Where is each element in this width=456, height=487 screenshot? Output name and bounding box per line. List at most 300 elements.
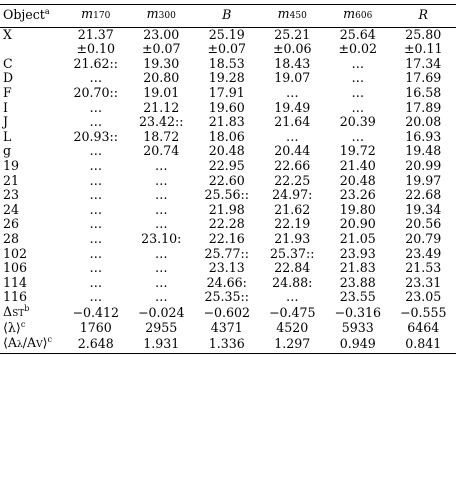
column-header [325,5,391,28]
cell-text: 23.00 [143,26,180,42]
table-cell [194,115,260,130]
cell-text: −0.475 [268,304,316,320]
cell-text: 23.26 [339,187,376,203]
column-header [129,5,195,28]
table-cell [194,188,260,203]
table-cell [260,144,326,159]
table-cell [260,305,326,322]
table-cell [391,27,456,42]
cell-text: 21.83 [339,260,376,276]
table-cell [63,336,129,353]
row-label-cell [0,276,63,291]
cell-text: … [351,99,365,115]
table-cell [260,336,326,353]
cell-text: 1.336 [208,336,245,352]
table-cell [63,71,129,86]
cell-text: 25.80 [405,26,442,42]
table-row [0,42,456,57]
table-cell [129,261,195,276]
cell-text: 19.07 [274,70,311,86]
cell-text: 22.28 [208,216,245,232]
table-cell [194,232,260,247]
cell-text: … [351,55,365,71]
cell-text: … [154,260,168,276]
cell-text: −0.412 [72,304,120,320]
cell-text: 106 [3,260,28,276]
row-label-cell [0,101,63,116]
table-cell [194,101,260,116]
cell-text: 19.48 [405,143,442,159]
table-cell [260,86,326,101]
table-cell [63,321,129,336]
table-cell [325,42,391,57]
table-cell [129,217,195,232]
cell-text: … [89,260,103,276]
row-label-cell [0,130,63,145]
table-cell [63,86,129,101]
cell-subscript: λ [17,340,23,351]
table-cell [325,130,391,145]
cell-text: … [285,289,299,305]
table-cell [63,261,129,276]
table-cell [325,71,391,86]
cell-text: 19.01 [143,84,180,100]
cell-text: 22.16 [208,230,245,246]
table-row [0,130,456,145]
table-cell [391,188,456,203]
table-body [0,27,456,353]
table-cell [325,305,391,322]
table-row [0,144,456,159]
table-cell [260,115,326,130]
table-cell [63,232,129,247]
table-row [0,174,456,189]
cell-text: −0.555 [399,304,447,320]
cell-text: 23.93 [339,245,376,261]
table-cell [194,276,260,291]
table-cell [391,276,456,291]
table-cell [260,159,326,174]
table-row [0,57,456,72]
table-row [0,261,456,276]
table-cell [391,217,456,232]
cell-text: … [89,230,103,246]
table-cell [194,159,260,174]
cell-text: 2.648 [77,336,114,352]
cell-text: Δ [3,303,13,319]
table-cell [260,203,326,218]
table-cell [129,321,195,336]
cell-text: 19.30 [143,55,180,71]
row-label-cell [0,247,63,262]
column-header-subscript: 300 [158,11,176,21]
table-cell [260,232,326,247]
table-row [0,321,456,336]
cell-text: 19.80 [339,201,376,217]
cell-text: 24.88: [272,274,313,290]
table-cell [63,247,129,262]
table-cell [194,71,260,86]
table-cell [325,232,391,247]
table-cell [63,276,129,291]
table-cell [194,86,260,101]
table-row [0,276,456,291]
cell-text: 23.31 [405,274,442,290]
cell-text: … [351,84,365,100]
cell-text: 21.64 [274,114,311,130]
cell-text: 116 [3,289,28,305]
cell-text: 5933 [341,320,374,336]
table-cell [194,42,260,57]
row-label-cell [0,217,63,232]
cell-text: 26 [3,216,20,232]
table-cell [325,336,391,353]
row-label-cell [0,188,63,203]
cell-text: … [154,274,168,290]
cell-text: 25.56:: [204,187,250,203]
cell-text: C [3,55,13,71]
cell-text: 22.60 [208,172,245,188]
cell-text: 22.25 [274,172,311,188]
cell-text: … [154,157,168,173]
cell-text: 21.98 [208,201,245,217]
table-cell [129,159,195,174]
cell-text: 17.69 [405,70,442,86]
table-cell [129,174,195,189]
cell-text: 17.89 [405,99,442,115]
cell-text: … [89,187,103,203]
table-cell [129,101,195,116]
table-cell [325,290,391,305]
table-row [0,188,456,203]
cell-text: … [154,201,168,217]
table-row [0,27,456,42]
cell-text: ±0.11 [403,41,443,57]
column-header [194,5,260,28]
table-cell [325,57,391,72]
cell-text: 19.97 [405,172,442,188]
cell-text: ±0.07 [207,41,247,57]
table-cell [260,290,326,305]
cell-text: 20.93:: [73,128,119,144]
table-row [0,290,456,305]
cell-text: 23 [3,187,20,203]
cell-text: … [154,216,168,232]
table-cell [260,247,326,262]
cell-text: 25.77:: [204,245,250,261]
table-row [0,71,456,86]
table-cell [325,217,391,232]
cell-text: 19.60 [208,99,245,115]
cell-text: 20.90 [339,216,376,232]
table-cell [129,305,195,322]
table-cell [391,247,456,262]
column-header-label: m [277,6,290,21]
cell-text: 18.43 [274,55,311,71]
cell-text: … [89,201,103,217]
table-cell [194,57,260,72]
table-cell [391,290,456,305]
cell-text: 22.84 [274,260,311,276]
cell-text: 23.88 [339,274,376,290]
table-cell [129,115,195,130]
table-cell [325,174,391,189]
table-row [0,336,456,353]
cell-text: 20.39 [339,114,376,130]
column-header [63,5,129,28]
cell-text: g [3,143,12,159]
table-cell [260,261,326,276]
table-cell [325,159,391,174]
row-label-cell [0,232,63,247]
row-label-cell [0,290,63,305]
table-cell [260,188,326,203]
cell-superscript: b [24,303,30,313]
cell-text: 23.10: [141,230,182,246]
cell-text: 22.68 [405,187,442,203]
cell-text: 6464 [407,320,440,336]
cell-text: 21.37 [77,26,114,42]
table-cell [325,144,391,159]
cell-text: 20.48 [339,172,376,188]
cell-text: 19.49 [274,99,311,115]
cell-text: 20.44 [274,143,311,159]
table-cell [391,86,456,101]
table-row [0,115,456,130]
table-cell [63,115,129,130]
table-cell [63,144,129,159]
cell-text: 21.53 [405,260,442,276]
cell-text: ⟨λ⟩ [3,320,21,336]
cell-text: … [89,114,103,130]
cell-text: ±0.07 [141,41,181,57]
cell-text: … [89,289,103,305]
table-cell [325,188,391,203]
cell-text: 2955 [145,320,178,336]
table-cell [63,305,129,322]
table-cell [194,336,260,353]
cell-text: … [154,172,168,188]
cell-text: 23.49 [405,245,442,261]
table-cell [129,336,195,353]
table-cell [391,130,456,145]
table-cell [194,321,260,336]
cell-text: I [3,99,8,115]
row-label-cell [0,321,63,336]
cell-text: … [89,70,103,86]
column-header-label: Object [3,7,45,22]
table-cell [194,203,260,218]
cell-text: 21.62:: [73,55,119,71]
table-row [0,101,456,116]
cell-subscript: ST [12,308,25,319]
cell-text: 21.12 [143,99,180,115]
table-cell [129,276,195,291]
cell-text: 20.70:: [73,84,119,100]
cell-text: 22.66 [274,157,311,173]
table-cell [325,203,391,218]
cell-text: 19.72 [339,143,376,159]
table-cell [129,42,195,57]
cell-text: … [285,128,299,144]
table-cell [325,86,391,101]
table-cell [325,321,391,336]
cell-text: 23.13 [208,260,245,276]
table-cell [391,261,456,276]
cell-text-2: /A [22,335,37,351]
table-cell [194,217,260,232]
table-row [0,232,456,247]
table-cell [260,101,326,116]
table-cell [129,57,195,72]
table-cell [260,276,326,291]
table-cell [391,144,456,159]
table-cell [63,290,129,305]
cell-text: 23.55 [339,289,376,305]
cell-text: … [351,70,365,86]
table-cell [391,336,456,353]
cell-text: 23.05 [405,289,442,305]
table-cell [260,27,326,42]
table-row [0,217,456,232]
table-cell [391,115,456,130]
cell-text: X [3,26,12,42]
row-label-cell [0,115,63,130]
table-cell [129,232,195,247]
cell-superscript: c [47,334,52,344]
cell-text: 1760 [79,320,112,336]
cell-text: … [89,245,103,261]
cell-text: 24.66: [206,274,247,290]
cell-text: −0.602 [203,304,251,320]
table-cell [63,130,129,145]
cell-text: … [154,187,168,203]
cell-text: 21.93 [274,230,311,246]
table-cell [391,174,456,189]
table-header-row [0,5,456,28]
column-header-subscript: 170 [93,11,111,21]
table-cell [63,101,129,116]
cell-text: … [351,128,365,144]
cell-text: 20.08 [405,114,442,130]
cell-text: 16.58 [405,84,442,100]
table-row [0,203,456,218]
column-header-superscript: a [44,6,50,16]
table-cell [260,321,326,336]
table-cell [391,101,456,116]
cell-text: 20.79 [405,230,442,246]
cell-text: 1.297 [274,336,311,352]
cell-text: 20.74 [143,143,180,159]
column-header-label: m [343,6,356,21]
table-cell [129,188,195,203]
table-cell [194,290,260,305]
cell-text: 20.80 [143,70,180,86]
photometry-table [0,4,456,354]
cell-text: 21 [3,172,20,188]
cell-text: … [89,99,103,115]
column-header-label: B [222,7,232,22]
table-cell [391,321,456,336]
row-label-cell [0,71,63,86]
cell-text: 102 [3,245,28,261]
cell-text: 25.21 [274,26,311,42]
column-header-label: R [418,7,428,22]
cell-subscript-2: V [36,340,43,351]
table-cell [129,144,195,159]
cell-text: 18.53 [208,55,245,71]
table-cell [63,188,129,203]
table-cell [129,27,195,42]
cell-text: 4520 [276,320,309,336]
table-cell [391,57,456,72]
column-header-label: m [81,6,94,21]
row-label-cell [0,203,63,218]
table-cell [325,276,391,291]
table-cell [129,130,195,145]
cell-text-3: ⟩ [42,335,48,351]
cell-text: 22.19 [274,216,311,232]
row-label-cell [0,57,63,72]
cell-text: 25.37:: [269,245,315,261]
cell-text: 23.42:: [138,114,184,130]
cell-text: 21.62 [274,201,311,217]
table-cell [194,247,260,262]
cell-text: 17.91 [208,84,245,100]
table-cell [63,174,129,189]
cell-text: 20.48 [208,143,245,159]
cell-text: ⟨A [3,335,18,351]
cell-text: 22.95 [208,157,245,173]
table-cell [194,305,260,322]
cell-superscript: c [20,320,26,330]
table-cell [194,27,260,42]
table-row [0,305,456,322]
cell-text: −0.024 [137,304,185,320]
table-cell [63,203,129,218]
column-header [391,5,456,28]
cell-text: 18.72 [143,128,180,144]
cell-text: J [3,114,9,130]
cell-text: 19.34 [405,201,442,217]
column-header [0,5,63,28]
table-cell [194,261,260,276]
row-label-cell [0,174,63,189]
cell-text: ±0.02 [338,41,378,57]
cell-text: 16.93 [405,128,442,144]
cell-text: 25.35:: [204,289,250,305]
cell-text: 17.34 [405,55,442,71]
table-cell [260,42,326,57]
table-cell [260,130,326,145]
table-cell [63,57,129,72]
cell-text: 20.56 [405,216,442,232]
table-cell [325,247,391,262]
column-header-label: m [146,6,159,21]
table-cell [129,71,195,86]
cell-text: 25.19 [208,26,245,42]
table-cell [391,71,456,86]
cell-text: 114 [3,274,28,290]
row-label-cell [0,336,63,353]
cell-text: … [285,84,299,100]
table-cell [129,290,195,305]
table-cell [63,27,129,42]
table-cell [391,203,456,218]
cell-text: ±0.06 [272,41,312,57]
table-cell [260,57,326,72]
table-row [0,159,456,174]
